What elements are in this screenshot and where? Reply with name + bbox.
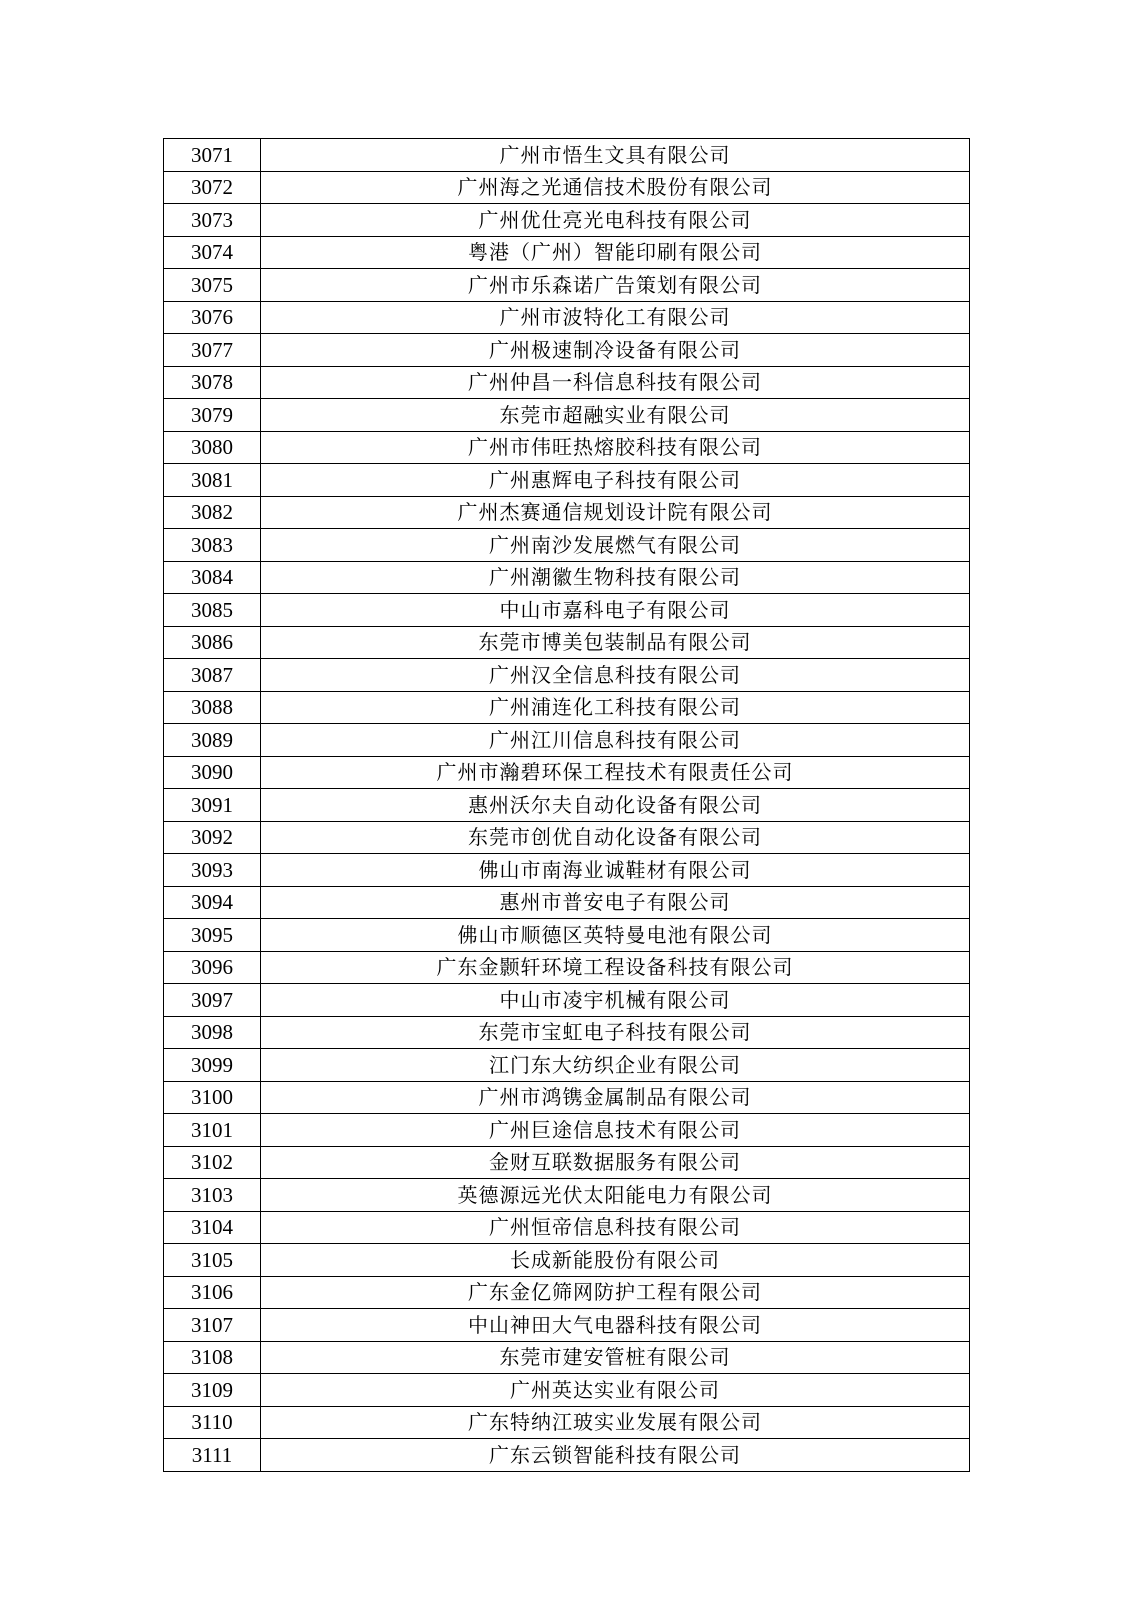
- company-name: 广州市鸿镌金属制品有限公司: [261, 1081, 970, 1114]
- row-number: 3076: [164, 301, 261, 334]
- table-row: [164, 366, 970, 399]
- company-name: 江门东大纺织企业有限公司: [261, 1049, 970, 1082]
- table-row: [164, 1114, 970, 1147]
- table-row: [164, 886, 970, 919]
- company-name: 广州英达实业有限公司: [261, 1374, 970, 1407]
- row-number: 3097: [164, 984, 261, 1017]
- table-row: [164, 626, 970, 659]
- company-name: 佛山市南海业诚鞋材有限公司: [261, 854, 970, 887]
- table-row: [164, 1146, 970, 1179]
- row-number: 3071: [164, 139, 261, 172]
- table-row: [164, 561, 970, 594]
- row-number: 3093: [164, 854, 261, 887]
- company-name: 广州市波特化工有限公司: [261, 301, 970, 334]
- row-number: 3096: [164, 951, 261, 984]
- table-row: [164, 1049, 970, 1082]
- row-number: 3087: [164, 659, 261, 692]
- table-row: [164, 269, 970, 302]
- company-name: 粤港（广州）智能印刷有限公司: [261, 236, 970, 269]
- row-number: 3074: [164, 236, 261, 269]
- table-row: [164, 1309, 970, 1342]
- table-row: [164, 951, 970, 984]
- row-number: 3094: [164, 886, 261, 919]
- table-row: [164, 984, 970, 1017]
- company-name: 广州杰赛通信规划设计院有限公司: [261, 496, 970, 529]
- row-number: 3077: [164, 334, 261, 367]
- table-row: [164, 919, 970, 952]
- row-number: 3099: [164, 1049, 261, 1082]
- table-row: [164, 431, 970, 464]
- row-number: 3088: [164, 691, 261, 724]
- row-number: 3100: [164, 1081, 261, 1114]
- company-list-table: [163, 138, 970, 1472]
- table-row: [164, 854, 970, 887]
- company-name: 广州市乐森诺广告策划有限公司: [261, 269, 970, 302]
- table-row: [164, 724, 970, 757]
- table-row: [164, 301, 970, 334]
- table-row: [164, 659, 970, 692]
- row-number: 3106: [164, 1276, 261, 1309]
- row-number: 3105: [164, 1244, 261, 1277]
- row-number: 3086: [164, 626, 261, 659]
- company-name: 广州市伟旺热熔胶科技有限公司: [261, 431, 970, 464]
- company-name: 广东特纳江玻实业发展有限公司: [261, 1406, 970, 1439]
- row-number: 3098: [164, 1016, 261, 1049]
- row-number: 3075: [164, 269, 261, 302]
- company-name: 东莞市博美包装制品有限公司: [261, 626, 970, 659]
- table-row: [164, 691, 970, 724]
- table-row: [164, 1179, 970, 1212]
- row-number: 3078: [164, 366, 261, 399]
- table-row: [164, 139, 970, 172]
- company-name: 长成新能股份有限公司: [261, 1244, 970, 1277]
- company-name: 广州南沙发展燃气有限公司: [261, 529, 970, 562]
- table-row: [164, 1244, 970, 1277]
- company-name: 东莞市创优自动化设备有限公司: [261, 821, 970, 854]
- row-number: 3090: [164, 756, 261, 789]
- company-name: 东莞市建安管桩有限公司: [261, 1341, 970, 1374]
- row-number: 3080: [164, 431, 261, 464]
- row-number: 3107: [164, 1309, 261, 1342]
- table-row: [164, 1211, 970, 1244]
- table-row: [164, 1276, 970, 1309]
- company-name: 金财互联数据服务有限公司: [261, 1146, 970, 1179]
- row-number: 3082: [164, 496, 261, 529]
- row-number: 3103: [164, 1179, 261, 1212]
- company-name: 中山神田大气电器科技有限公司: [261, 1309, 970, 1342]
- row-number: 3085: [164, 594, 261, 627]
- row-number: 3095: [164, 919, 261, 952]
- company-name: 东莞市超融实业有限公司: [261, 399, 970, 432]
- row-number: 3104: [164, 1211, 261, 1244]
- company-name: 广东金颢轩环境工程设备科技有限公司: [261, 951, 970, 984]
- table-row: [164, 1341, 970, 1374]
- table-row: [164, 236, 970, 269]
- company-name: 惠州沃尔夫自动化设备有限公司: [261, 789, 970, 822]
- company-name: 英德源远光伏太阳能电力有限公司: [261, 1179, 970, 1212]
- company-name: 广州惠辉电子科技有限公司: [261, 464, 970, 497]
- row-number: 3110: [164, 1406, 261, 1439]
- company-name: 惠州市普安电子有限公司: [261, 886, 970, 919]
- company-name: 中山市凌宇机械有限公司: [261, 984, 970, 1017]
- table-row: [164, 1016, 970, 1049]
- company-name: 广东云锁智能科技有限公司: [261, 1439, 970, 1472]
- row-number: 3109: [164, 1374, 261, 1407]
- table-row: [164, 1081, 970, 1114]
- row-number: 3108: [164, 1341, 261, 1374]
- table-row: [164, 204, 970, 237]
- row-number: 3091: [164, 789, 261, 822]
- table-row: [164, 594, 970, 627]
- company-name: 广州市悟生文具有限公司: [261, 139, 970, 172]
- company-name: 佛山市顺德区英特曼电池有限公司: [261, 919, 970, 952]
- row-number: 3081: [164, 464, 261, 497]
- row-number: 3083: [164, 529, 261, 562]
- table-row: [164, 756, 970, 789]
- company-name: 东莞市宝虹电子科技有限公司: [261, 1016, 970, 1049]
- company-name: 广州仲昌一科信息科技有限公司: [261, 366, 970, 399]
- company-name: 广州海之光通信技术股份有限公司: [261, 171, 970, 204]
- table-row: [164, 171, 970, 204]
- row-number: 3089: [164, 724, 261, 757]
- company-name: 广州潮徽生物科技有限公司: [261, 561, 970, 594]
- table-row: [164, 464, 970, 497]
- row-number: 3111: [164, 1439, 261, 1472]
- company-name: 广州市瀚碧环保工程技术有限责任公司: [261, 756, 970, 789]
- table-row: [164, 1374, 970, 1407]
- company-name: 广州巨途信息技术有限公司: [261, 1114, 970, 1147]
- company-name: 广州江川信息科技有限公司: [261, 724, 970, 757]
- row-number: 3092: [164, 821, 261, 854]
- company-name: 广东金亿筛网防护工程有限公司: [261, 1276, 970, 1309]
- table-row: [164, 1439, 970, 1472]
- company-name: 广州恒帝信息科技有限公司: [261, 1211, 970, 1244]
- table-row: [164, 789, 970, 822]
- table-row: [164, 334, 970, 367]
- table-row: [164, 1406, 970, 1439]
- company-name: 广州优仕亮光电科技有限公司: [261, 204, 970, 237]
- row-number: 3073: [164, 204, 261, 237]
- company-name: 广州浦连化工科技有限公司: [261, 691, 970, 724]
- table-row: [164, 529, 970, 562]
- row-number: 3084: [164, 561, 261, 594]
- company-name: 广州汉全信息科技有限公司: [261, 659, 970, 692]
- company-name: 中山市嘉科电子有限公司: [261, 594, 970, 627]
- row-number: 3101: [164, 1114, 261, 1147]
- table-row: [164, 496, 970, 529]
- row-number: 3102: [164, 1146, 261, 1179]
- table-row: [164, 821, 970, 854]
- company-name: 广州极速制冷设备有限公司: [261, 334, 970, 367]
- row-number: 3072: [164, 171, 261, 204]
- company-list-body: [164, 139, 970, 1472]
- table-row: [164, 399, 970, 432]
- row-number: 3079: [164, 399, 261, 432]
